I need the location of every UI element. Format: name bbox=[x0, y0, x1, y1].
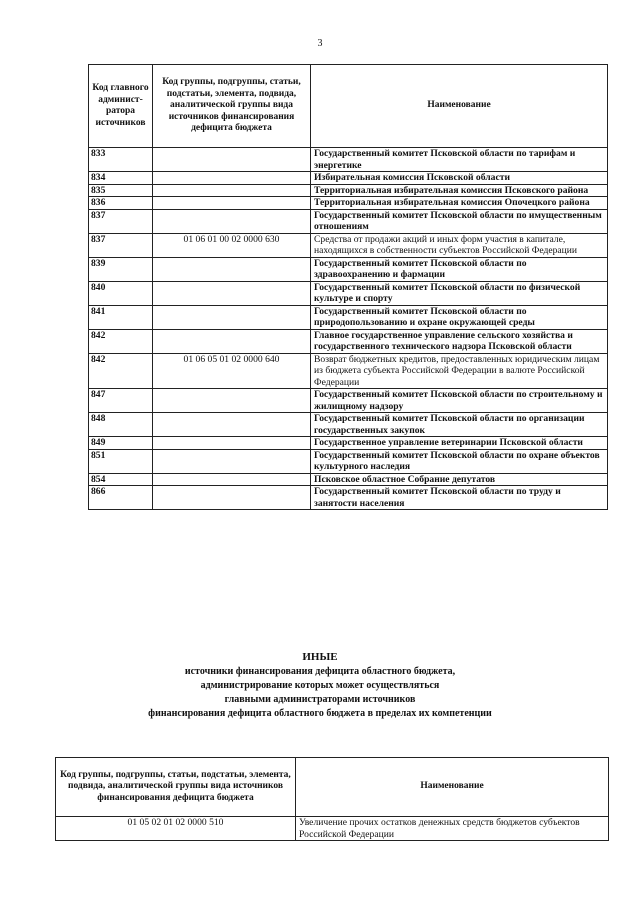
header-source-code: Код группы, подгруппы, статьи, подстатьи, элемента, подвида, аналитической группы вида источников финансирования дефицита бюджета bbox=[153, 65, 311, 148]
admin-code-cell: 837 bbox=[89, 209, 153, 233]
name-cell: Государственный комитет Псковской области по охране объектов культурного наследия bbox=[311, 449, 608, 473]
table-row bbox=[89, 184, 608, 197]
name-cell: Псковское областное Собрание депутатов bbox=[311, 473, 608, 486]
source-code-cell bbox=[153, 148, 311, 172]
name-cell: Территориальная избирательная комиссия Опочецкого района bbox=[311, 197, 608, 210]
name-cell: Главное государственное управление сельского хозяйства и государственного технического надзора Псковской области bbox=[311, 329, 608, 353]
admin-code-cell: 851 bbox=[89, 449, 153, 473]
admin-code-cell: 854 bbox=[89, 473, 153, 486]
name-cell: Возврат бюджетных кредитов, предоставленных юридическим лицам из бюджета субъекта Российской Федерации в валюте Российской Федерации bbox=[311, 353, 608, 389]
name-cell: Средства от продажи акций и иных форм участия в капитале, находящихся в собственности субъектов Российской Федерации bbox=[311, 233, 608, 257]
source-code-cell bbox=[153, 197, 311, 210]
table-row bbox=[89, 172, 608, 185]
admin-code-cell: 866 bbox=[89, 486, 153, 510]
other-sources-table bbox=[55, 757, 609, 841]
source-code-cell bbox=[153, 437, 311, 450]
name-cell: Территориальная избирательная комиссия Псковского района bbox=[311, 184, 608, 197]
name-cell: Государственный комитет Псковской области по физической культуре и спорту bbox=[311, 281, 608, 305]
table-header-row bbox=[56, 758, 609, 817]
table-row bbox=[89, 389, 608, 413]
table-row bbox=[56, 817, 609, 841]
section-title: ИНЫЕ bbox=[302, 651, 338, 663]
name-cell: Государственный комитет Псковской области по труду и занятости населения bbox=[311, 486, 608, 510]
header-source-code: Код группы, подгруппы, статьи, подстатьи, элемента, подвида, аналитической группы вида источников финансирования дефицита бюджета bbox=[56, 758, 296, 817]
section-subtitle-line: источники финансирования дефицита областного бюджета, bbox=[184, 666, 456, 677]
name-cell: Государственный комитет Псковской области по организации государственных закупок bbox=[311, 413, 608, 437]
admin-code-cell: 835 bbox=[89, 184, 153, 197]
admin-code-cell: 842 bbox=[89, 353, 153, 389]
source-code-cell bbox=[153, 329, 311, 353]
table-row bbox=[89, 148, 608, 172]
admin-code-cell: 848 bbox=[89, 413, 153, 437]
name-cell: Государственный комитет Псковской области по тарифам и энергетике bbox=[311, 148, 608, 172]
table-row bbox=[89, 257, 608, 281]
table-row bbox=[89, 305, 608, 329]
source-code-cell: 01 06 01 00 02 0000 630 bbox=[153, 233, 311, 257]
header-admin-code: Код главного админист-ратора источников bbox=[89, 65, 153, 148]
admin-code-cell: 836 bbox=[89, 197, 153, 210]
section-subtitle-line: администрирование которых может осуществляться bbox=[200, 680, 440, 691]
table-row bbox=[89, 209, 608, 233]
source-code-cell bbox=[153, 281, 311, 305]
admin-code-cell: 837 bbox=[89, 233, 153, 257]
header-name: Наименование bbox=[296, 758, 609, 817]
table-header-row bbox=[89, 65, 608, 148]
admin-code-cell: 847 bbox=[89, 389, 153, 413]
admin-code-cell: 839 bbox=[89, 257, 153, 281]
source-code-cell bbox=[153, 172, 311, 185]
page-number: 3 bbox=[317, 38, 323, 49]
table-row bbox=[89, 413, 608, 437]
table-row bbox=[89, 437, 608, 450]
table-row bbox=[89, 449, 608, 473]
table-row bbox=[89, 329, 608, 353]
name-cell: Государственный комитет Псковской области по здравоохранению и фармации bbox=[311, 257, 608, 281]
table-row bbox=[89, 486, 608, 510]
source-code-cell bbox=[153, 305, 311, 329]
header-name: Наименование bbox=[311, 65, 608, 148]
admin-code-cell: 840 bbox=[89, 281, 153, 305]
source-code-cell bbox=[153, 209, 311, 233]
name-cell: Государственный комитет Псковской области по имущественным отношениям bbox=[311, 209, 608, 233]
name-cell: Избирательная комиссия Псковской области bbox=[311, 172, 608, 185]
admin-code-cell: 842 bbox=[89, 329, 153, 353]
name-cell: Государственный комитет Псковской области по природопользованию и охране окружающей среды bbox=[311, 305, 608, 329]
admin-code-cell: 849 bbox=[89, 437, 153, 450]
table-row bbox=[89, 281, 608, 305]
admin-code-cell: 841 bbox=[89, 305, 153, 329]
source-code-cell: 01 06 05 01 02 0000 640 bbox=[153, 353, 311, 389]
table-row bbox=[89, 353, 608, 389]
table-row bbox=[89, 197, 608, 210]
table-row bbox=[89, 233, 608, 257]
name-cell: Государственное управление ветеринарии Псковской области bbox=[311, 437, 608, 450]
admin-sources-table bbox=[88, 64, 608, 510]
source-code-cell: 01 05 02 01 02 0000 510 bbox=[56, 817, 296, 841]
source-code-cell bbox=[153, 473, 311, 486]
source-code-cell bbox=[153, 486, 311, 510]
section-subtitle-line: главными администраторами источников bbox=[224, 694, 416, 705]
source-code-cell bbox=[153, 257, 311, 281]
source-code-cell bbox=[153, 389, 311, 413]
source-code-cell bbox=[153, 413, 311, 437]
source-code-cell bbox=[153, 449, 311, 473]
section-subtitle-line: финансирования дефицита областного бюджета в пределах их компетенции bbox=[148, 708, 492, 719]
name-cell: Государственный комитет Псковской области по строительному и жилищному надзору bbox=[311, 389, 608, 413]
source-code-cell bbox=[153, 184, 311, 197]
name-cell: Увеличение прочих остатков денежных средств бюджетов субъектов Российской Федерации bbox=[296, 817, 609, 841]
admin-code-cell: 833 bbox=[89, 148, 153, 172]
admin-code-cell: 834 bbox=[89, 172, 153, 185]
table-row bbox=[89, 473, 608, 486]
